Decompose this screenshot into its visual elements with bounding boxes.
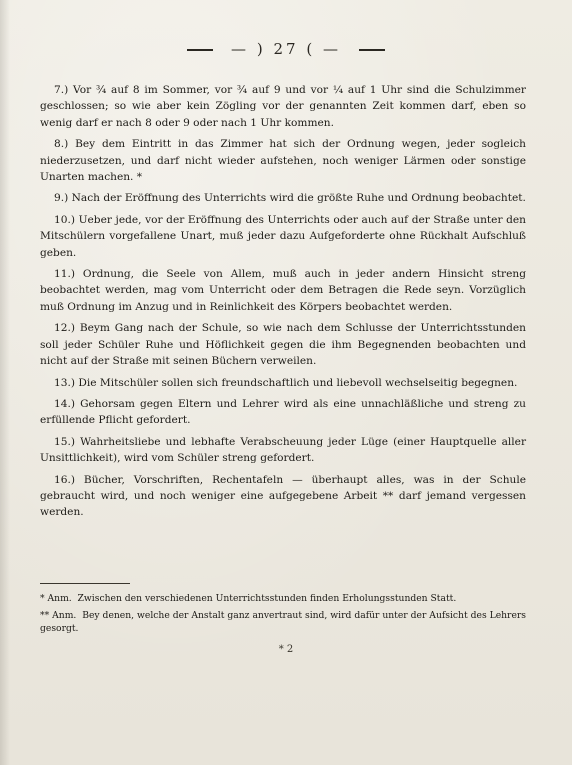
footnote-text: Bey denen, welche der Anstalt ganz anvertraut sind, wird dafür unter der Aufsicht des Lehrers gesorgt. xyxy=(40,609,526,634)
rule-number: 9.) xyxy=(54,192,69,205)
rule-paragraph-9 xyxy=(40,190,526,206)
rule-paragraph-8 xyxy=(40,136,526,185)
rule-text: Ueber jede, vor der Eröffnung des Unterrichts oder auch auf der Straße unter den Mitschülern vorgefallene Unart, muß jeder dazu Aufgeforderte ohne Rückhalt Aufschluß geben. xyxy=(40,213,526,259)
rule-text: Bücher, Vorschriften, Rechentafeln — überhaupt alles, was in der Schule gebraucht wird, und noch weniger eine aufgegebene Arbeit ** darf jemand vergessen werden. xyxy=(40,473,526,519)
footnote-1 xyxy=(40,592,526,606)
rule-number: 10.) xyxy=(54,213,75,226)
rule-paragraph-11 xyxy=(40,266,526,315)
rule-paragraph-16 xyxy=(40,472,526,521)
rule-number: 8.) xyxy=(54,138,69,151)
footnote-2 xyxy=(40,609,526,636)
rule-number: 13.) xyxy=(54,376,75,389)
page-number-close: ( — xyxy=(306,40,341,58)
signature-mark: * 2 xyxy=(278,644,294,655)
rule-text: Nach der Eröffnung des Unterrichts wird die größte Ruhe und Ordnung beobachtet. xyxy=(71,192,526,205)
rule-text: Gehorsam gegen Eltern und Lehrer wird als eine unnachläßliche und streng zu erfüllende Pflicht gefordert. xyxy=(40,397,526,427)
rules-body xyxy=(40,82,526,526)
rule-text: Ordnung, die Seele von Allem, muß auch in jeder andern Hinsicht streng beobachtet werden, mag vom Unterricht oder dem Betragen die Rede seyn. Vorzüglich muß Ordnung im Anzug und in Reinlichkeit des Körpers beobachtet werden. xyxy=(40,268,526,313)
rule-text: Bey dem Eintritt in das Zimmer hat sich der Ordnung wegen, jeder sogleich niederzusetzen, und darf nicht wieder aufstehen, noch weniger Lärmen oder sonstige Unarten machen. * xyxy=(40,138,526,184)
rule-number: 15.) xyxy=(54,435,75,448)
page-number: 27 xyxy=(273,40,299,58)
footnote-mark: * Anm. xyxy=(40,593,72,604)
footnote-divider xyxy=(40,583,130,584)
rule-paragraph-15 xyxy=(40,434,526,467)
footnote-text: Zwischen den verschiedenen Unterrichtsstunden finden Erholungsstunden Statt. xyxy=(77,593,457,604)
rule-number: 7.) xyxy=(54,84,69,96)
header-rule-right xyxy=(359,49,385,51)
rule-text: Vor ¾ auf 8 im Sommer, vor ¾ auf 9 und vor ¼ auf 1 Uhr sind die Schulzimmer geschlossen; so wie aber kein Zögling vor der genannten Zeit kommen darf, eben so wenig darf er nach 8 oder 9 oder nach 1 Uhr kommen. xyxy=(40,84,526,129)
rule-paragraph-10 xyxy=(40,212,526,261)
rule-paragraph-14 xyxy=(40,396,526,429)
rule-paragraph-7 xyxy=(40,82,526,131)
footnotes xyxy=(40,592,526,639)
rule-text: Wahrheitsliebe und lebhafte Verabscheuung jeder Lüge (einer Hauptquelle aller Unsittlichkeit), wird vom Schüler streng gefordert. xyxy=(40,435,527,465)
rule-number: 14.) xyxy=(54,397,75,410)
rule-number: 11.) xyxy=(54,268,75,281)
rule-text: Beym Gang nach der Schule, so wie nach dem Schlusse der Unterrichtsstunden soll jeder Schüler Ruhe und Höflichkeit gegen die ihm Begegnenden beobachten und nicht auf der Straße mit seinen Büchern verweilen. xyxy=(40,322,526,368)
page-number-open: — ) xyxy=(231,40,266,58)
header-rule-left xyxy=(187,49,213,51)
rule-paragraph-13 xyxy=(40,375,526,391)
rule-number: 16.) xyxy=(54,473,75,486)
rule-number: 12.) xyxy=(54,322,75,335)
footnote-mark: ** Anm. xyxy=(40,609,77,621)
page-header xyxy=(0,40,572,64)
rule-text: Die Mitschüler sollen sich freundschaftlich und liebevoll wechselseitig begegnen. xyxy=(78,376,518,389)
rule-paragraph-12 xyxy=(40,320,526,369)
